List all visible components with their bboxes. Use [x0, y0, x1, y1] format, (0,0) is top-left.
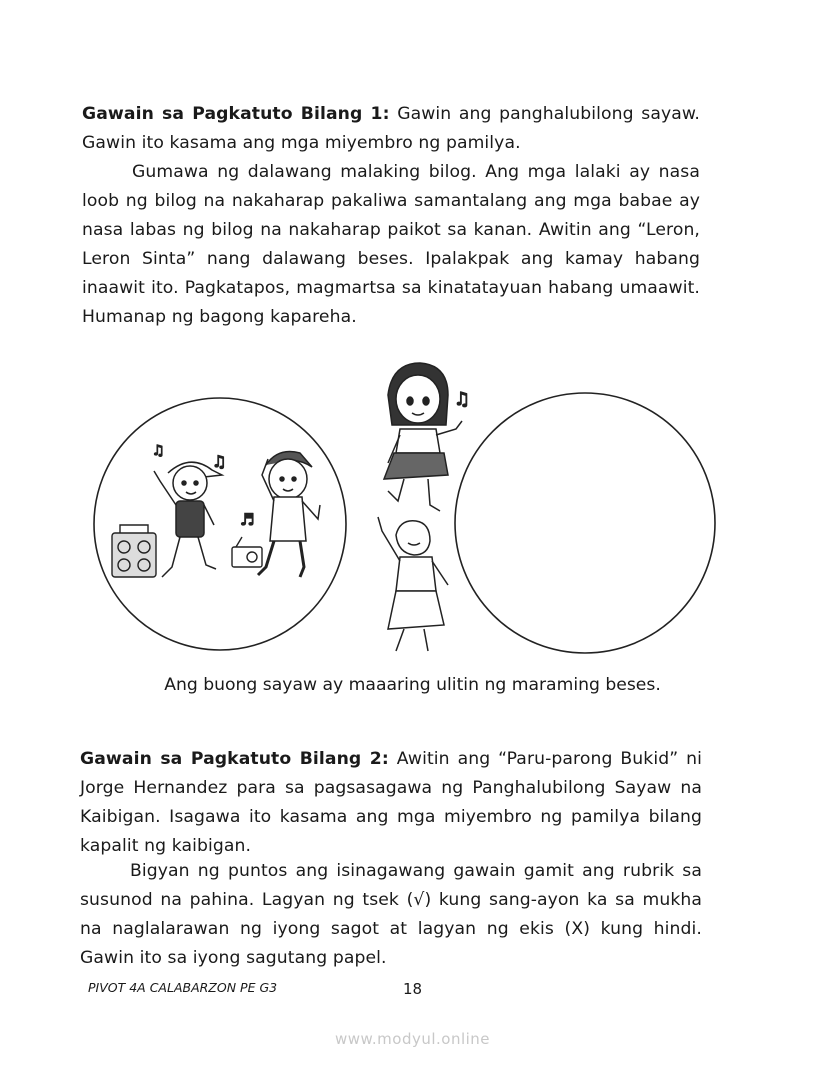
boy-with-cap-icon	[154, 462, 222, 577]
activity-2-intro-text: Awitin ang “Paru-parong Bukid” ni Jorge Hernandez para sa pagsasagawa ng Panghalubilong Sayaw na Kaibigan. Isagawa ito kasama ang mga miyembro ng pamilya bilang kapalit ng kaibigan.	[80, 749, 703, 856]
svg-text:♫: ♫	[454, 389, 471, 410]
inner-circle	[94, 398, 346, 650]
outer-circle	[455, 393, 715, 653]
activity-2-instructions: Bigyan ng puntos ang isinagawang gawain gamit ang rubrik sa susunod na pahina. Lagyan ng tsek (√) kung sang-ayon ka sa mukha na naglalarawan ng iyong sagot at lagyan ng ekis (X) kung hindi. Gawin ito sa iyong sagutang papel.	[80, 861, 702, 968]
activity-1-instructions: Gumawa ng dalawang malaking bilog. Ang mga lalaki ay nasa loob ng bilog na nakaharap pakaliwa samantalang ang mga babae ay nasa labas ng bilog na nakaharap paikot sa kanan. Awitin ang “Leron, Leron Sinta” nang dalawang beses. Ipalakpak ang kamay habang inaawit ito. Pagkatapos, magmartsa sa kinatatayuan habang umaawit. Humanap ng bagong kapareha.	[82, 162, 700, 327]
activity-2-intro	[80, 745, 702, 861]
dancing-girl-icon	[384, 363, 462, 511]
watermark: www.modyul.online	[334, 1030, 491, 1048]
footer-source: PIVOT 4A CALABARZON PE G3	[88, 980, 278, 995]
activity-1-intro-text: Gawin ang panghalubilong sayaw. Gawin ito kasama ang mga miyembro ng pamilya.	[82, 104, 700, 153]
radio-icon	[232, 537, 262, 567]
activity-2-heading: Gawain sa Pagkatuto Bilang 2:	[80, 749, 389, 769]
dancing-woman-icon	[378, 517, 448, 651]
svg-text:♫: ♫	[212, 452, 227, 471]
svg-text:♫: ♫	[152, 443, 165, 459]
activity-1-heading: Gawain sa Pagkatuto Bilang 1:	[82, 104, 390, 124]
page-number: 18	[403, 980, 423, 998]
boombox-icon	[112, 525, 156, 577]
dance-illustration	[0, 355, 825, 665]
svg-text:♬: ♬	[240, 510, 255, 529]
dancing-boy-icon	[258, 452, 320, 578]
illustration-caption: Ang buong sayaw ay maaaring ulitin ng maraming beses.	[164, 675, 661, 695]
activity-1-intro	[82, 100, 700, 158]
